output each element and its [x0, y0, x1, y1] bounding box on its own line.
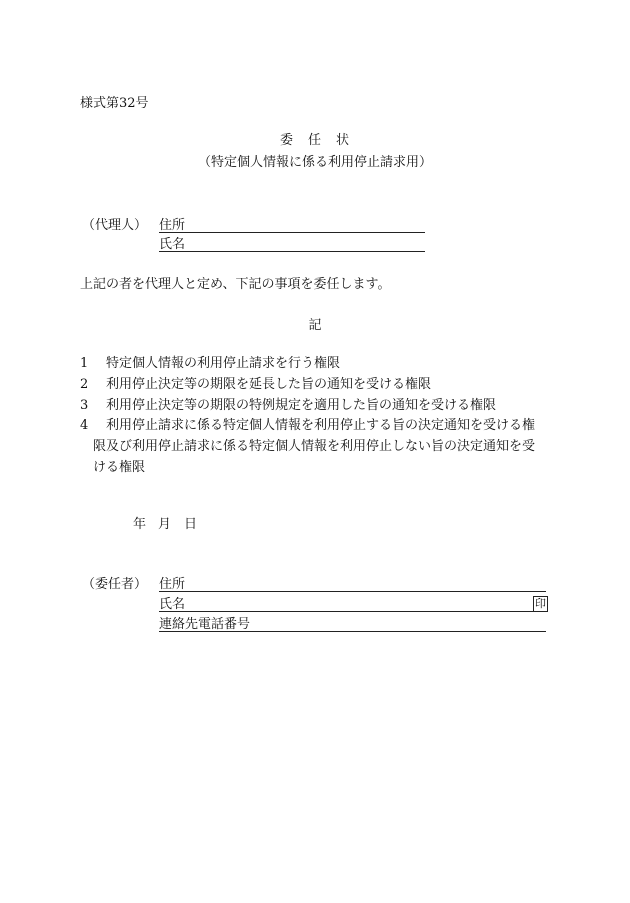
item-text: 利用停止決定等の期限を延長した旨の通知を受ける権限: [106, 377, 432, 392]
item-number: 2: [80, 377, 89, 392]
item-number: 3: [80, 398, 89, 413]
principal-name-label: 氏名: [159, 597, 186, 612]
item-text: 利用停止請求に係る特定個人情報を利用停止する旨の決定通知を受ける権: [106, 418, 536, 433]
agent-address-label: 住所: [159, 218, 186, 233]
list-item: [80, 418, 535, 434]
agent-name-label: 氏名: [159, 237, 186, 252]
item-number: 1: [80, 356, 89, 371]
list-item: [80, 356, 340, 372]
item-text-continuation: 限及び利用停止請求に係る特定個人情報を利用停止しない旨の決定通知を受: [93, 439, 536, 454]
document-subtitle: （特定個人情報に係る利用停止請求用）: [197, 155, 432, 170]
ki-heading: 記: [308, 318, 322, 333]
item-number: 4: [80, 418, 89, 433]
principal-address-label: 住所: [159, 577, 186, 592]
item-text: 利用停止決定等の期限の特例規定を適用した旨の通知を受ける権限: [106, 398, 497, 413]
date-month-label: 月: [158, 517, 172, 532]
list-item: [80, 398, 496, 414]
list-item: [80, 377, 431, 393]
form-number: 様式第32号: [80, 96, 149, 111]
principal-name-line[interactable]: [159, 611, 546, 612]
delegation-statement: 上記の者を代理人と定め、下記の事項を委任します。: [80, 277, 391, 292]
agent-address-line[interactable]: [159, 232, 425, 233]
item-text: 特定個人情報の利用停止請求を行う権限: [106, 356, 341, 371]
date-day-label: 日: [184, 517, 198, 532]
document-title: 委 任 状: [279, 133, 350, 148]
principal-phone-label: 連絡先電話番号: [159, 617, 251, 632]
agent-label: （代理人）: [82, 218, 148, 233]
principal-label: （委任者）: [82, 577, 148, 592]
item-text-continuation: ける権限: [93, 460, 146, 475]
principal-address-line[interactable]: [159, 591, 546, 592]
seal-box: 印: [535, 597, 546, 610]
agent-name-line[interactable]: [159, 251, 425, 252]
principal-phone-line[interactable]: [159, 631, 546, 632]
date-year-label: 年: [133, 517, 147, 532]
